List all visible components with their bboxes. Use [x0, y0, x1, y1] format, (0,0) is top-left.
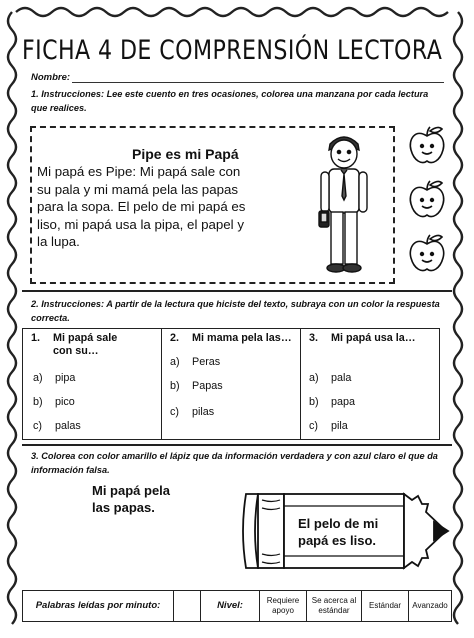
pencil-2-line1: El pelo de mi: [298, 516, 379, 531]
answer-option[interactable]: [170, 406, 214, 418]
level-option-se-acerca[interactable]: Se acerca al estándar: [307, 591, 362, 621]
instructions-2-line2: correcta.: [31, 313, 70, 323]
section-divider: [22, 444, 452, 446]
answer-option[interactable]: [309, 396, 355, 408]
apple-icon[interactable]: [407, 232, 447, 274]
story-title: Pipe es mi Papá: [132, 146, 239, 162]
question-2: [162, 329, 301, 439]
question-number: 1.: [31, 332, 41, 344]
question-text: Mi papá usa la…: [331, 332, 416, 344]
instructions-2-line1: 2. Instrucciones: A partir de la lectura que hiciste del texto, subraya con un color la respuesta: [31, 299, 440, 309]
question-1-heading: [31, 332, 117, 358]
name-field[interactable]: [72, 82, 444, 83]
option-letter: c): [170, 406, 179, 418]
pencil-2-line2: papá es liso.: [298, 533, 377, 548]
question-3: [301, 329, 439, 439]
dad-illustration: [318, 132, 370, 277]
instructions-1-line2: que realices.: [31, 103, 87, 113]
story-line: su pala y mi mamá pela las papas: [37, 181, 239, 197]
pencil-1-line2: las papas.: [92, 500, 155, 515]
instructions-3-line2: información falsa.: [31, 465, 110, 475]
option-letter: a): [33, 372, 43, 384]
story-line: para la sopa. El pelo de mi papá es: [37, 199, 246, 214]
words-per-minute-field[interactable]: [174, 591, 201, 621]
question-text: con su…: [53, 345, 99, 357]
questions-table: [22, 328, 440, 440]
answer-option[interactable]: [33, 420, 81, 432]
answer-option[interactable]: [33, 396, 75, 408]
page-title: FICHA 4 DE COMPRENSIÓN LECTORA: [22, 35, 443, 66]
option-text: pico: [55, 396, 75, 408]
reading-level-table: [22, 590, 452, 622]
level-option-estandar[interactable]: Estándar: [362, 591, 409, 621]
apple-icon[interactable]: [407, 124, 447, 166]
answer-option[interactable]: [33, 372, 75, 384]
option-letter: b): [33, 396, 43, 408]
story-line: la lupa.: [37, 234, 80, 249]
pencil-statement-2[interactable]: [298, 515, 378, 549]
question-3-heading: [309, 332, 416, 345]
name-label: Nombre:: [31, 72, 71, 83]
instructions-2: [31, 297, 440, 325]
option-text: papa: [331, 396, 356, 408]
instructions-3-line1: 3. Colorea con color amarillo el lápiz que da información verdadera y con azul claro el que da: [31, 451, 438, 461]
answer-option[interactable]: [170, 380, 223, 392]
option-text: palas: [55, 420, 81, 432]
pencil-statement-1[interactable]: [92, 482, 170, 516]
level-option-avanzado[interactable]: Avanzado: [412, 601, 448, 610]
option-text: Papas: [192, 380, 223, 392]
question-number: 2.: [170, 332, 180, 344]
option-letter: b): [309, 396, 319, 408]
question-text: Mi papá sale: [53, 332, 118, 344]
option-letter: a): [170, 356, 180, 368]
answer-option[interactable]: [309, 420, 348, 432]
pencil-1-line1: Mi papá pela: [92, 483, 171, 498]
answer-option[interactable]: [170, 356, 220, 368]
option-text: pila: [331, 420, 348, 432]
story-text: [37, 163, 327, 251]
section-divider: [22, 290, 452, 292]
option-letter: c): [33, 420, 42, 432]
option-text: pipa: [55, 372, 76, 384]
words-per-minute-label: Palabras leídas por minuto:: [23, 591, 174, 621]
option-letter: b): [170, 380, 180, 392]
question-number: 3.: [309, 332, 319, 344]
option-text: pala: [331, 372, 352, 384]
story-line: Mi papá es Pipe: Mi papá sale con: [37, 164, 241, 179]
level-label: Nivel:: [201, 591, 260, 621]
option-letter: c): [309, 420, 318, 432]
apple-icon[interactable]: [407, 178, 447, 220]
option-letter: a): [309, 372, 319, 384]
instructions-1: [31, 87, 428, 115]
question-2-heading: [170, 332, 292, 345]
question-1: [23, 329, 162, 439]
instructions-1-line1: 1. Instrucciones: Lee este cuento en tres ocasiones, colorea una manzana por cada lectura: [31, 89, 429, 99]
question-text: Mi mama pela las…: [192, 332, 292, 344]
option-text: pilas: [192, 406, 215, 418]
story-line: liso, mi papá usa la pipa, el papel y: [37, 216, 244, 232]
instructions-3: [31, 449, 438, 477]
level-option-requiere-apoyo[interactable]: Requiere apoyo: [260, 591, 307, 621]
answer-option[interactable]: [309, 372, 351, 384]
option-text: Peras: [192, 356, 221, 368]
